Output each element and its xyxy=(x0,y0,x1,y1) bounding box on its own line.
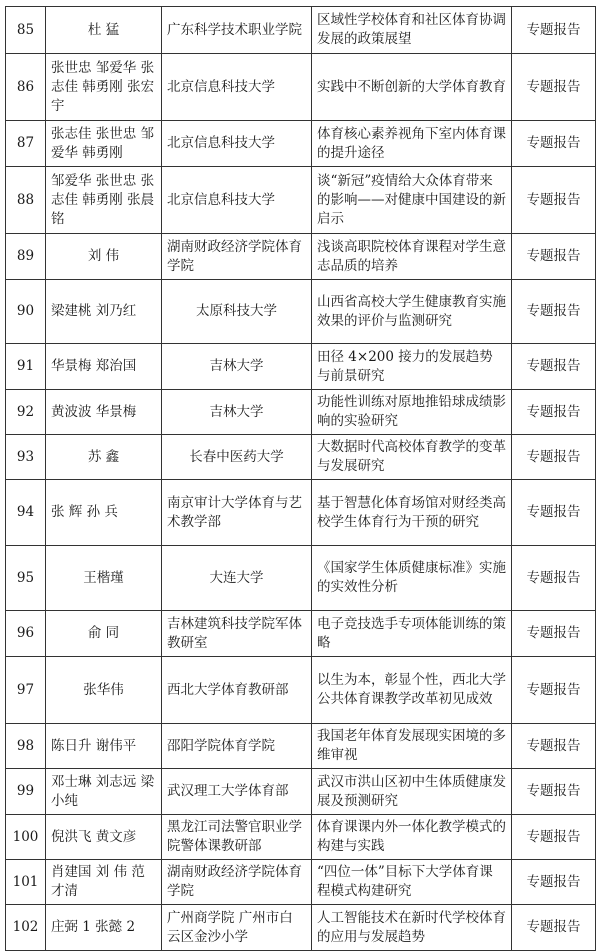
row-institution: 邵阳学院体育学院 xyxy=(162,724,312,769)
row-number: 93 xyxy=(6,435,46,480)
row-title: 区域性学校体育和社区体育协调发展的政策展望 xyxy=(312,7,512,54)
row-institution: 吉林大学 xyxy=(162,344,312,390)
row-type: 专题报告 xyxy=(512,546,596,611)
row-authors: 庄弼 1 张懿 2 xyxy=(46,905,162,951)
row-title: 实践中不断创新的大学体育教育 xyxy=(312,54,512,121)
row-institution: 吉林大学 xyxy=(162,390,312,435)
row-number: 91 xyxy=(6,344,46,390)
table-row xyxy=(6,611,596,657)
row-title: “四位一体”目标下大学体育课程模式构建研究 xyxy=(312,860,512,905)
row-title: 田径 4×200 接力的发展趋势与前景研究 xyxy=(312,344,512,390)
row-title: 山西省高校大学生健康教育实施效果的评价与监测研究 xyxy=(312,280,512,344)
table-row xyxy=(6,280,596,344)
row-authors: 肖建国 刘 伟 范才清 xyxy=(46,860,162,905)
row-authors: 刘 伟 xyxy=(46,234,162,280)
row-number: 86 xyxy=(6,54,46,121)
row-number: 98 xyxy=(6,724,46,769)
row-authors: 张世忠 邹爱华 张志佳 韩勇刚 张宏宇 xyxy=(46,54,162,121)
row-number: 100 xyxy=(6,815,46,860)
row-institution: 吉林建筑科技学院军体教研室 xyxy=(162,611,312,657)
row-type: 专题报告 xyxy=(512,905,596,951)
row-title: 体育课课内外一体化教学模式的构建与实践 xyxy=(312,815,512,860)
table-row xyxy=(6,390,596,435)
row-title: 功能性训练对原地推铅球成绩影响的实验研究 xyxy=(312,390,512,435)
table-row xyxy=(6,905,596,951)
row-type: 专题报告 xyxy=(512,480,596,546)
row-type: 专题报告 xyxy=(512,611,596,657)
row-title: 大数据时代高校体育教学的变革与发展研究 xyxy=(312,435,512,480)
row-type: 专题报告 xyxy=(512,167,596,234)
table-row xyxy=(6,860,596,905)
report-table xyxy=(5,6,596,951)
row-title: 体育核心素养视角下室内体育课的提升途径 xyxy=(312,121,512,167)
row-institution: 湖南财政经济学院体育学院 xyxy=(162,234,312,280)
row-number: 94 xyxy=(6,480,46,546)
row-type: 专题报告 xyxy=(512,7,596,54)
row-authors: 王楷瑾 xyxy=(46,546,162,611)
table-row xyxy=(6,7,596,54)
row-number: 99 xyxy=(6,769,46,815)
row-authors: 陈日升 谢伟平 xyxy=(46,724,162,769)
row-authors: 倪洪飞 黄文彦 xyxy=(46,815,162,860)
table-row xyxy=(6,234,596,280)
row-institution: 南京审计大学体育与艺术教学部 xyxy=(162,480,312,546)
row-authors: 邹爱华 张世忠 张志佳 韩勇刚 张晨铭 xyxy=(46,167,162,234)
table-row xyxy=(6,121,596,167)
row-authors: 张 辉 孙 兵 xyxy=(46,480,162,546)
row-type: 专题报告 xyxy=(512,234,596,280)
row-institution: 北京信息科技大学 xyxy=(162,54,312,121)
row-type: 专题报告 xyxy=(512,815,596,860)
row-title: 人工智能技术在新时代学校体育的应用与发展趋势 xyxy=(312,905,512,951)
row-number: 92 xyxy=(6,390,46,435)
row-institution: 北京信息科技大学 xyxy=(162,121,312,167)
row-number: 102 xyxy=(6,905,46,951)
row-type: 专题报告 xyxy=(512,860,596,905)
row-title: 谈“新冠”疫情给大众体育带来的影响——对健康中国建设的新启示 xyxy=(312,167,512,234)
row-type: 专题报告 xyxy=(512,769,596,815)
row-type: 专题报告 xyxy=(512,280,596,344)
row-institution: 湖南财政经济学院体育学院 xyxy=(162,860,312,905)
row-institution: 北京信息科技大学 xyxy=(162,167,312,234)
row-type: 专题报告 xyxy=(512,390,596,435)
row-institution: 长春中医药大学 xyxy=(162,435,312,480)
row-authors: 华景梅 郑治国 xyxy=(46,344,162,390)
row-number: 97 xyxy=(6,657,46,724)
table-row xyxy=(6,657,596,724)
row-institution: 太原科技大学 xyxy=(162,280,312,344)
row-institution: 黑龙江司法警官职业学院警体课教研部 xyxy=(162,815,312,860)
table-row xyxy=(6,769,596,815)
row-number: 89 xyxy=(6,234,46,280)
table-row xyxy=(6,435,596,480)
row-type: 专题报告 xyxy=(512,724,596,769)
row-title: 浅谈高职院校体育课程对学生意志品质的培养 xyxy=(312,234,512,280)
row-number: 88 xyxy=(6,167,46,234)
row-authors: 苏 鑫 xyxy=(46,435,162,480)
table-row xyxy=(6,724,596,769)
table-row xyxy=(6,167,596,234)
row-title: 基于智慧化体育场馆对财经类高校学生体育行为干预的研究 xyxy=(312,480,512,546)
row-type: 专题报告 xyxy=(512,657,596,724)
row-institution: 西北大学体育教研部 xyxy=(162,657,312,724)
row-type: 专题报告 xyxy=(512,344,596,390)
table-row xyxy=(6,480,596,546)
row-institution: 大连大学 xyxy=(162,546,312,611)
row-authors: 黄波波 华景梅 xyxy=(46,390,162,435)
row-type: 专题报告 xyxy=(512,121,596,167)
row-authors: 张华伟 xyxy=(46,657,162,724)
row-type: 专题报告 xyxy=(512,54,596,121)
row-title: 武汉市洪山区初中生体质健康发展及预测研究 xyxy=(312,769,512,815)
row-title: 我国老年体育发展现实困境的多维审视 xyxy=(312,724,512,769)
row-institution: 广州商学院 广州市白云区金沙小学 xyxy=(162,905,312,951)
row-type: 专题报告 xyxy=(512,435,596,480)
row-authors: 张志佳 张世忠 邹爱华 韩勇刚 xyxy=(46,121,162,167)
row-authors: 俞 同 xyxy=(46,611,162,657)
row-number: 90 xyxy=(6,280,46,344)
table-row xyxy=(6,546,596,611)
row-authors: 梁建桃 刘乃红 xyxy=(46,280,162,344)
row-number: 101 xyxy=(6,860,46,905)
row-authors: 杜 猛 xyxy=(46,7,162,54)
row-institution: 广东科学技术职业学院 xyxy=(162,7,312,54)
row-title: 以生为本，彰显个性，西北大学公共体育课教学改革初见成效 xyxy=(312,657,512,724)
row-number: 95 xyxy=(6,546,46,611)
row-title: 《国家学生体质健康标准》实施的实效性分析 xyxy=(312,546,512,611)
row-number: 85 xyxy=(6,7,46,54)
table-row xyxy=(6,815,596,860)
row-title: 电子竞技选手专项体能训练的策略 xyxy=(312,611,512,657)
row-authors: 邓士琳 刘志远 梁小纯 xyxy=(46,769,162,815)
row-number: 96 xyxy=(6,611,46,657)
row-number: 87 xyxy=(6,121,46,167)
row-institution: 武汉理工大学体育部 xyxy=(162,769,312,815)
table-row xyxy=(6,344,596,390)
table-row xyxy=(6,54,596,121)
